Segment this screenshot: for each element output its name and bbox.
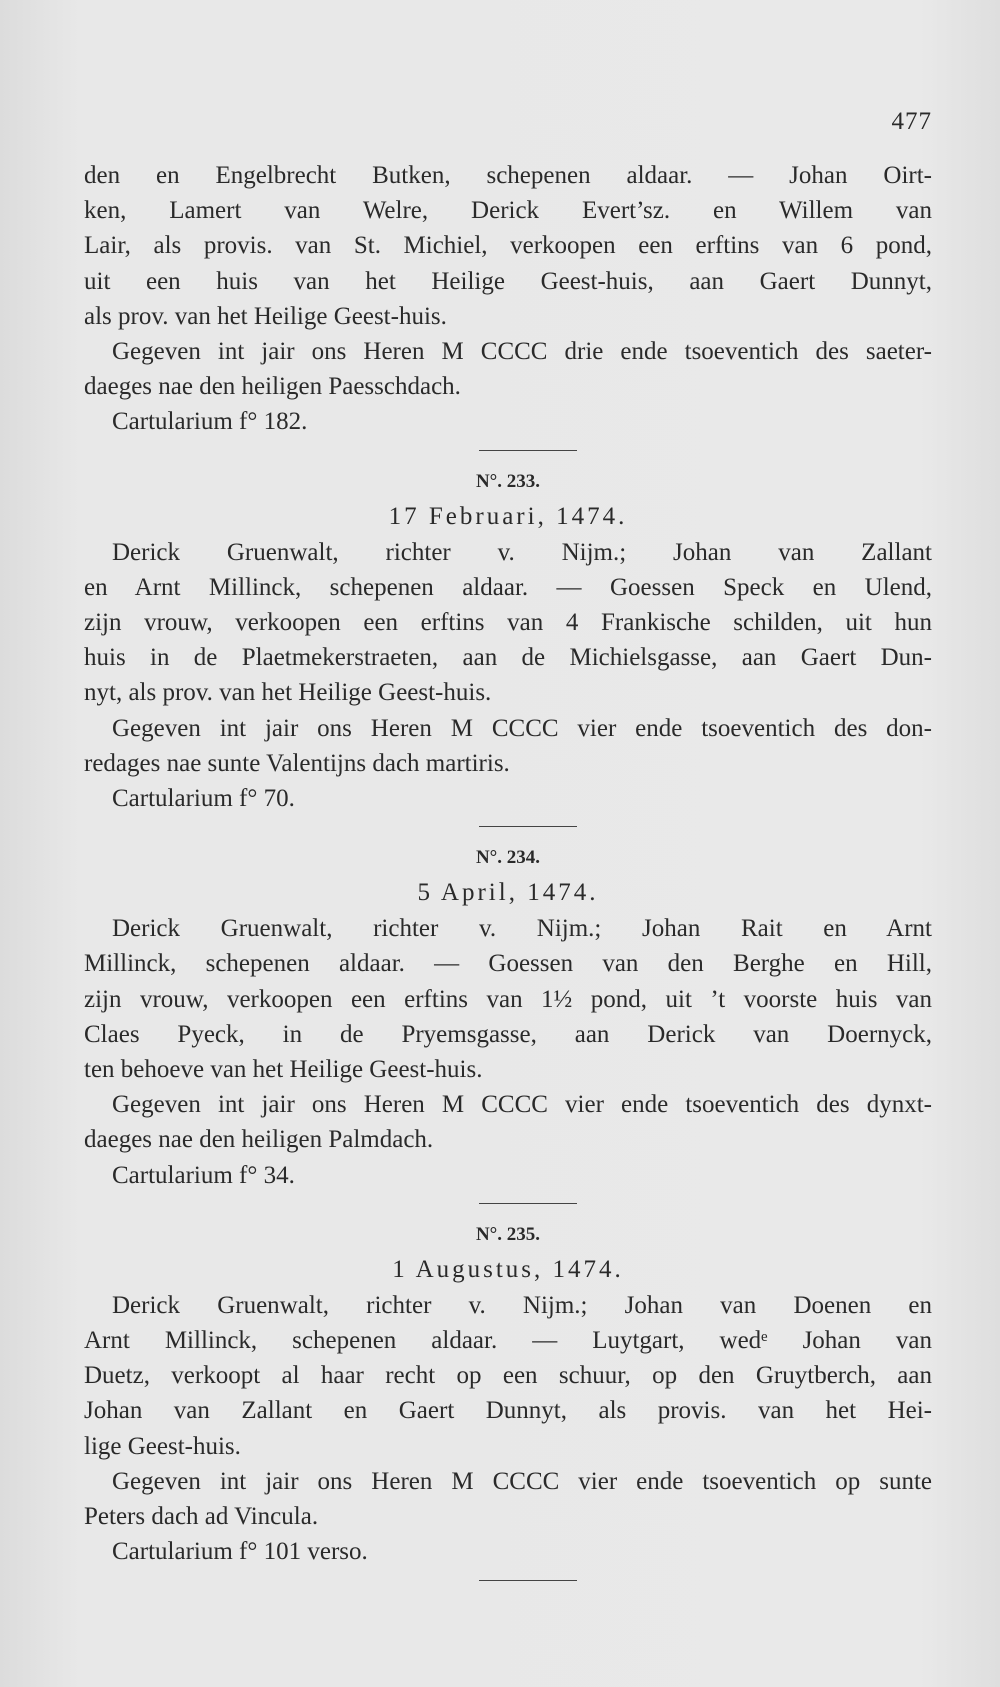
entry-number: N°. 234.: [475, 847, 541, 869]
entry-date: 1 Augustus, 1474.: [392, 1255, 624, 1283]
entry-number: N°. 235.: [475, 1223, 541, 1245]
page-number: 477: [891, 108, 932, 135]
text-line: daeges nae den heiligen Palmdach.: [84, 1126, 434, 1154]
document-body: [84, 158, 932, 1581]
entry-given-paragraph: [84, 711, 932, 781]
text-line: zijn vrouw, verkoopen een erftins van 1½ pond, uit ’t voorste huis van: [84, 985, 932, 1013]
text-line: ten behoeve van het Heilige Geest-huis.: [84, 1056, 483, 1084]
text-line: Millinck, schepenen aldaar. — Goessen van den Berghe en Hill,: [84, 950, 932, 978]
entry-paragraph: [84, 911, 932, 1087]
entry-date: 17 Februari, 1474.: [388, 502, 628, 530]
entry-paragraph: [84, 535, 932, 711]
separator-rule: [479, 1580, 577, 1581]
text-line: Duetz, verkoopt al haar recht op een schuur, op den Gruytberch, aan: [84, 1362, 932, 1390]
separator-rule: [479, 1203, 577, 1204]
entry-number: N°. 233.: [475, 470, 541, 492]
intro-paragraph: [84, 158, 932, 334]
text-line: zijn vrouw, verkoopen een erftins van 4 Frankische schilden, uit hun: [84, 609, 932, 637]
separator-rule: [479, 826, 577, 827]
text-line: Derick Gruenwalt, richter v. Nijm.; Johan van Zallant: [112, 538, 932, 566]
source-reference: Cartularium f° 34.: [112, 1161, 295, 1189]
source-reference: Cartularium f° 182.: [112, 408, 308, 436]
text-line: redages nae sunte Valentijns dach martiris.: [84, 749, 510, 777]
entry-paragraph: [84, 1288, 932, 1464]
text-line: huis in de Plaetmekerstraeten, aan de Michielsgasse, aan Gaert Dun-: [84, 644, 932, 672]
text-line: en Arnt Millinck, schepenen aldaar. — Goessen Speck en Ulend,: [84, 573, 932, 601]
separator-rule: [479, 450, 577, 451]
text-line: nyt, als prov. van het Heilige Geest-huis.: [84, 679, 492, 707]
entry-given-paragraph: [84, 1464, 932, 1534]
text-line: lige Geest-huis.: [84, 1432, 241, 1460]
text-line: uit een huis van het Heilige Geest-huis, aan Gaert Dunnyt,: [84, 267, 932, 295]
source-reference: Cartularium f° 70.: [112, 785, 295, 813]
text-line: Gegeven int jair ons Heren M CCCC vier ende tsoeventich op sunte: [112, 1467, 932, 1495]
entry-date: 5 April, 1474.: [417, 879, 599, 907]
text-line: den en Engelbrecht Butken, schepenen aldaar. — Johan Oirt-: [84, 162, 932, 189]
text-line: Claes Pyeck, in de Pryemsgasse, aan Derick van Doernyck,: [84, 1020, 932, 1048]
entry-given-paragraph: [84, 1087, 932, 1157]
text-line: als prov. van het Heilige Geest-huis.: [84, 302, 447, 330]
text-line: daeges nae den heiligen Paesschdach.: [84, 373, 461, 401]
intro-given-paragraph: [84, 334, 932, 404]
text-line: Gegeven int jair ons Heren M CCCC vier ende tsoeventich des don-: [112, 714, 932, 742]
text-line: Gegeven int jair ons Heren M CCCC vier ende tsoeventich des dynxt-: [112, 1091, 932, 1119]
text-line: Gegeven int jair ons Heren M CCCC drie ende tsoeventich des saeter-: [112, 338, 932, 366]
text-line: Arnt Millinck, schepenen aldaar. — Luytgart, wedᵉ Johan van: [84, 1327, 932, 1355]
text-line: Lair, als provis. van St. Michiel, verkoopen een erftins van 6 pond,: [84, 232, 932, 260]
source-reference: Cartularium f° 101 verso.: [112, 1538, 368, 1566]
text-line: Derick Gruenwalt, richter v. Nijm.; Johan Rait en Arnt: [112, 915, 932, 943]
text-line: ken, Lamert van Welre, Derick Evert’sz. en Willem van: [84, 197, 932, 225]
text-line: Peters dach ad Vincula.: [84, 1503, 319, 1531]
text-line: Derick Gruenwalt, richter v. Nijm.; Johan van Doenen en: [112, 1291, 932, 1319]
text-line: Johan van Zallant en Gaert Dunnyt, als provis. van het Hei-: [84, 1397, 932, 1425]
